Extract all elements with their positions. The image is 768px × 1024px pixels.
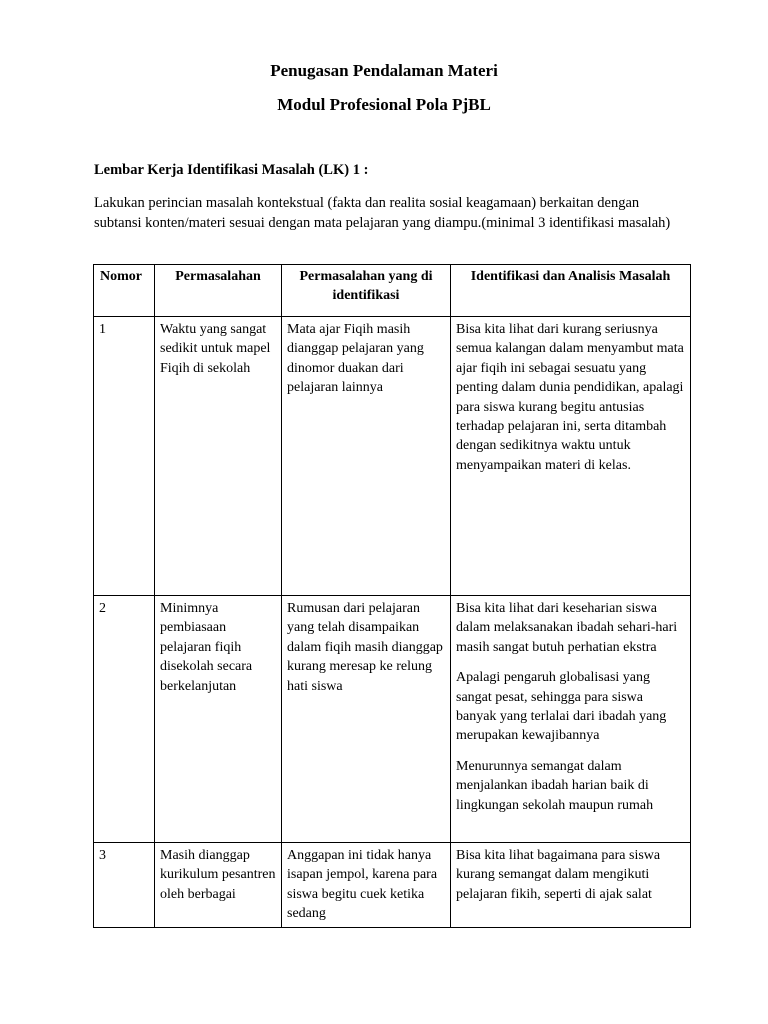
cell-identifikasi: Anggapan ini tidak hanya isapan jempol, karena para siswa begitu cuek ketika sedang <box>282 843 451 928</box>
cell-analisis <box>451 843 691 928</box>
worksheet-instruction: Lakukan perincian masalah kontekstual (fakta dan realita sosial keagamaan) berkaitan dengan subtansi konten/materi sesuai dengan mata pelajaran yang diampu.(minimal 3 identifikasi masalah) <box>94 195 671 231</box>
table-row <box>94 843 691 928</box>
document-title: Penugasan Pendalaman Materi <box>270 61 498 80</box>
cell-identifikasi: Mata ajar Fiqih masih dianggap pelajaran yang dinomor duakan dari pelajaran lainnya <box>282 317 451 596</box>
cell-analisis <box>451 596 691 843</box>
header-identifikasi-analisis: Identifikasi dan Analisis Masalah <box>451 265 691 317</box>
analisis-paragraph: Menurunnya semangat dalam menjalankan ibadah harian baik di lingkungan sekolah maupun rumah <box>456 758 654 813</box>
table-row <box>94 317 691 596</box>
analisis-paragraph: Bisa kita lihat dari keseharian siswa dalam melaksanakan ibadah sehari-hari masih sangat butuh perhatian ekstra <box>456 601 678 655</box>
cell-permasalahan: Minimnya pembiasaan pelajaran fiqih disekolah secara berkelanjutan <box>155 596 282 843</box>
table-row <box>94 596 691 843</box>
cell-permasalahan: Waktu yang sangat sedikit untuk mapel Fiqih di sekolah <box>155 317 282 596</box>
header-permasalahan: Permasalahan <box>155 265 282 317</box>
problem-identification-table <box>93 264 691 928</box>
cell-nomor: 1 <box>94 317 155 596</box>
cell-identifikasi: Rumusan dari pelajaran yang telah disampaikan dalam fiqih masih dianggap kurang meresap ke relung hati siswa <box>282 596 451 843</box>
header-nomor: Nomor <box>94 265 155 317</box>
cell-nomor: 2 <box>94 596 155 843</box>
cell-nomor: 3 <box>94 843 155 928</box>
table-header-row <box>94 265 691 317</box>
analisis-paragraph: Bisa kita lihat dari kurang seriusnya semua kalangan dalam menyambut mata ajar fiqih ini sebagai sesuatu yang penting dalam dunia pendidikan, apalagi para siswa kurang begitu antusias terhadap pelajaran ini, serta ditambah dengan sedikitnya waktu untuk menyampaikan materi di kelas. <box>456 322 684 473</box>
worksheet-heading: Lembar Kerja Identifikasi Masalah (LK) 1 : <box>94 162 369 178</box>
analisis-paragraph: Apalagi pengaruh globalisasi yang sangat pesat, sehingga para siswa banyak yang terlalai dari ibadah yang merupakan kewajibannya <box>456 670 667 744</box>
cell-permasalahan: Masih dianggap kurikulum pesantren oleh berbagai <box>155 843 282 928</box>
document-subtitle: Modul Profesional Pola PjBL <box>277 95 491 114</box>
header-permasalahan-identifikasi: Permasalahan yang di identifikasi <box>282 265 451 317</box>
cell-analisis <box>451 317 691 596</box>
analisis-paragraph: Bisa kita lihat bagaimana para siswa kurang semangat dalam mengikuti pelajaran fikih, seperti di ajak salat <box>456 848 661 902</box>
